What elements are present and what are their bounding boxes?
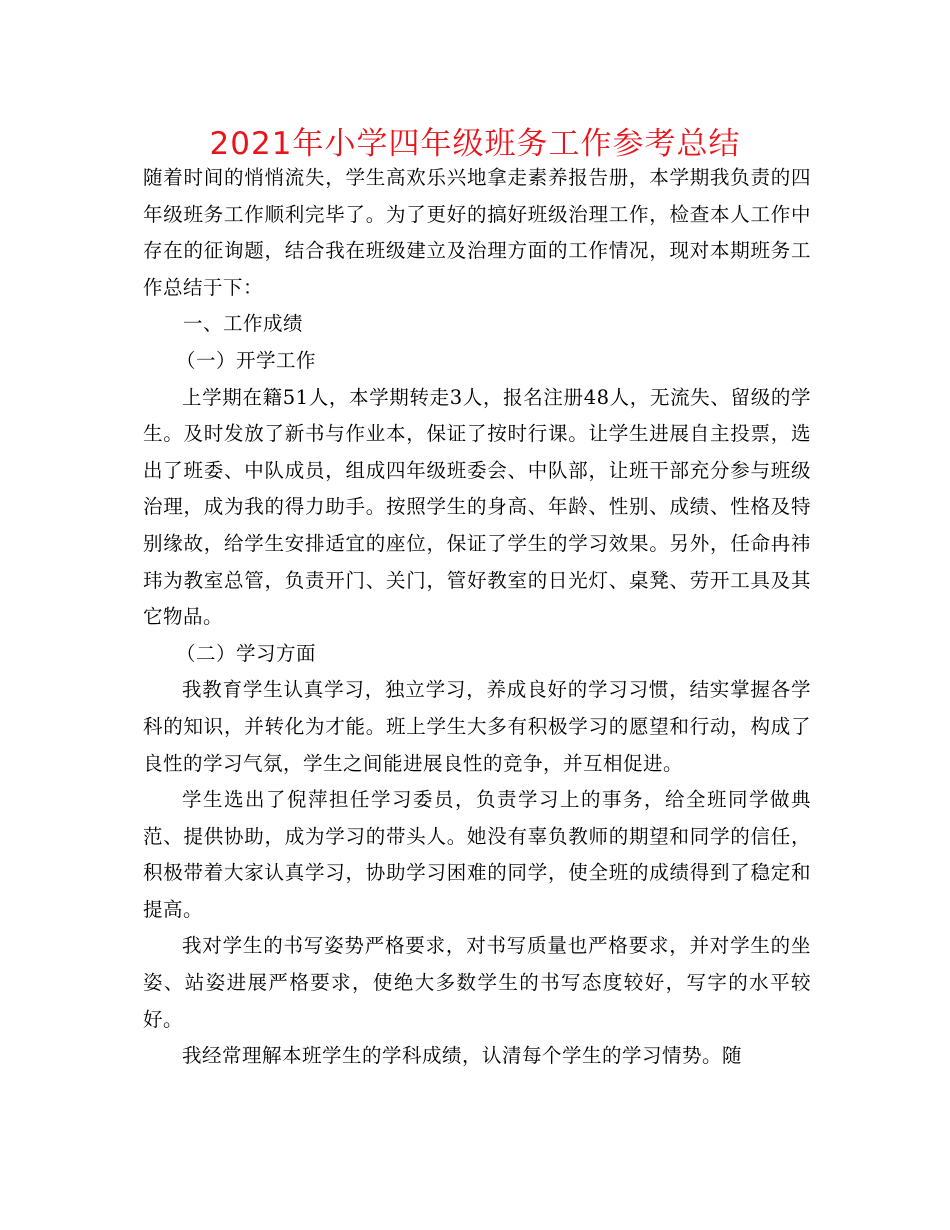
section-heading-work-results: 一、工作成绩 — [183, 312, 304, 336]
document-body — [143, 160, 811, 1075]
document-title: 2021年小学四年级班务工作参考总结 — [209, 126, 741, 162]
subsection-heading-study: （二）学习方面 — [176, 641, 317, 665]
study-paragraph-2: 学生选出了倪萍担任学习委员，负责学习上的事务，给全班同学做典范、提供协助，成为学习的带头人。她没有辜负教师的期望和同学的信任，积极带着大家认真学习，协助学习困难的同学，使全班的成绩得到了稳定和提高。 — [143, 788, 811, 921]
study-paragraph-4: 我经常理解本班学生的学科成绩，认清每个学生的学习情势。随 — [182, 1044, 743, 1068]
intro-paragraph: 随着时间的悄悄流失，学生高欢乐兴地拿走素养报告册，本学期我负责的四年级班务工作顺利完毕了。为了更好的搞好班级治理工作，检查本人工作中存在的征询题，结合我在班级建立及治理方面的工作情况，现对本期班务工作总结于下： — [143, 166, 811, 299]
school-start-paragraph: 上学期在籍51人，本学期转走3人，报名注册48人，无流失、留级的学生。及时发放了新书与作业本，保证了按时行课。让学生进展自主投票，选出了班委、中队成员，组成四年级班委会、中队部，让班干部充分参与班级治理，成为我的得力助手。按照学生的身高、年龄、性别、成绩、性格及特别缘故，给学生安排适宜的座位，保证了学生的学习效果。另外，任命冉祎玮为教室总管，负责开门、关门，管好教室的日光灯、桌凳、劳开工具及其它物品。 — [143, 385, 811, 629]
study-paragraph-1: 我教育学生认真学习，独立学习，养成良好的学习习惯，结实掌握各学科的知识，并转化为才能。班上学生大多有积极学习的愿望和行动，构成了良性的学习气氛，学生之间能进展良性的竞争，并互相促进。 — [143, 678, 811, 775]
study-paragraph-3: 我对学生的书写姿势严格要求，对书写质量也严格要求，并对学生的坐姿、站姿进展严格要求，使绝大多数学生的书写态度较好，写字的水平较好。 — [143, 934, 811, 1031]
subsection-heading-school-start: （一）开学工作 — [176, 348, 317, 372]
